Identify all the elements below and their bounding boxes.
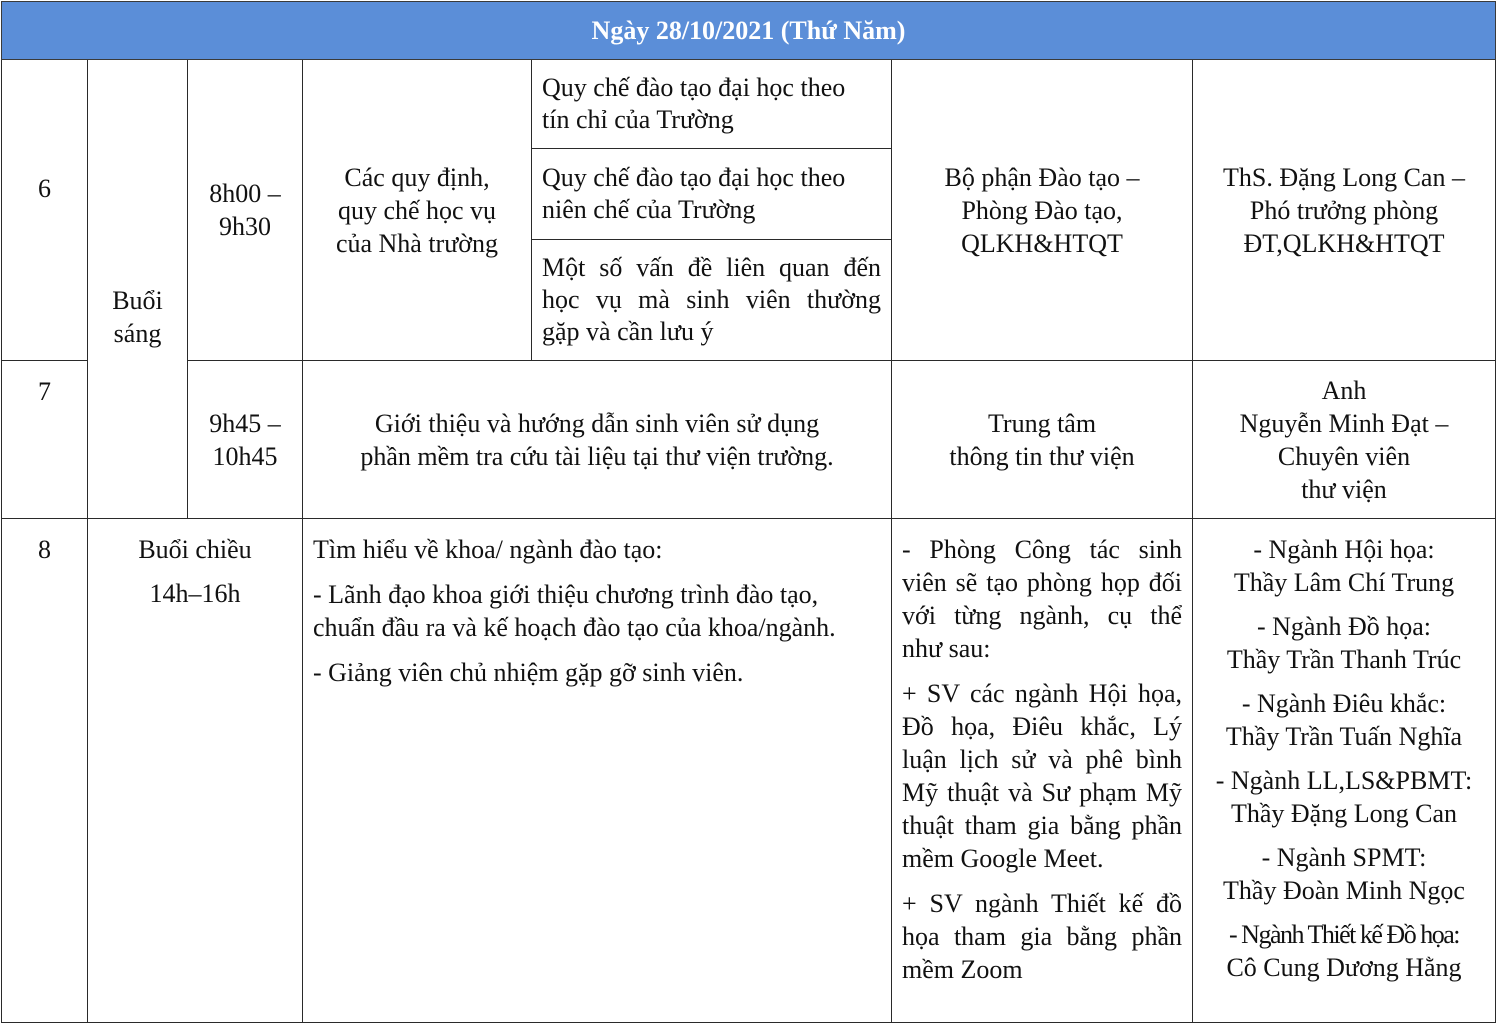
unit-line: thông tin thư viện — [949, 441, 1135, 471]
unit-paragraph: + SV các ngành Hội họa, Đồ họa, Điêu khắc, Lý luận lịch sử và phê bình Mỹ thuật và Sư phạm Mỹ thuật tham gia bằng phần mềm Google Meet. — [902, 679, 1182, 873]
topic-line: Giới thiệu và hướng dẫn sinh viên sử dụng — [374, 408, 820, 438]
subtopic-cell — [532, 149, 892, 240]
topic-paragraph: - Lãnh đạo khoa giới thiệu chương trình đào tạo, chuẩn đầu ra và kế hoạch đào tạo của khoa/ngành. — [313, 580, 836, 642]
teacher-name: Thầy Đoàn Minh Ngọc — [1223, 876, 1465, 905]
presenter-line: thư viện — [1301, 474, 1387, 504]
subtopic-cell — [532, 240, 892, 361]
row-number: 6 — [2, 60, 88, 361]
topic-line: phần mềm tra cứu tài liệu tại thư viện trường. — [360, 441, 834, 471]
subtopic-line: học vụ mà sinh viên thường — [542, 285, 881, 314]
presenter-line: Chuyên viên — [1277, 441, 1411, 471]
presenter-line: Nguyễn Minh Đạt – — [1239, 408, 1449, 438]
teacher-name: Thầy Lâm Chí Trung — [1233, 568, 1455, 597]
presenter-entry — [1197, 533, 1491, 599]
presenter-entry — [1197, 918, 1491, 984]
teacher-name: Cô Cung Dương Hằng — [1226, 953, 1462, 982]
major-label: - Ngành Điêu khắc: — [1241, 689, 1447, 718]
subtopic-line: tín chỉ của Trường — [542, 105, 734, 134]
session-line: Buổi — [112, 286, 163, 315]
time-line: 9h45 – — [209, 408, 281, 438]
table-row — [2, 361, 1496, 519]
header-row — [2, 2, 1496, 60]
teacher-name: Thầy Trần Thanh Trúc — [1226, 645, 1462, 674]
time-cell — [188, 60, 303, 361]
unit-line: QLKH&HTQT — [961, 228, 1123, 258]
presenter-cell — [1193, 60, 1496, 361]
topic-paragraph: - Giảng viên chủ nhiệm gặp gỡ sinh viên. — [313, 658, 744, 687]
presenter-line: Phó trưởng phòng — [1249, 195, 1439, 225]
time-line: 9h30 — [219, 212, 271, 241]
session-cell — [88, 519, 303, 1023]
unit-line: Trung tâm — [987, 408, 1097, 438]
major-label: - Ngành LL,LS&PBMT: — [1215, 766, 1473, 795]
schedule-table — [1, 1, 1496, 1023]
session-line: sáng — [113, 319, 162, 348]
time-line: 10h45 — [212, 441, 278, 471]
topic-cell — [303, 519, 892, 1023]
teacher-name: Thầy Đặng Long Can — [1230, 799, 1457, 828]
subtopic-line: Quy chế đào tạo đại học theo — [542, 163, 846, 192]
teacher-name: Thầy Trần Tuấn Nghĩa — [1225, 722, 1463, 751]
row-number: 8 — [2, 519, 88, 1023]
unit-cell — [892, 361, 1193, 519]
topic-line: quy chế học vụ — [337, 195, 497, 225]
table-row — [2, 60, 1496, 149]
date-header: Ngày 28/10/2021 (Thứ Năm) — [2, 2, 1496, 60]
subtopic-cell — [532, 60, 892, 149]
unit-cell — [892, 519, 1193, 1023]
major-label: - Ngành Thiết kế Đồ họa: — [1229, 920, 1459, 949]
major-label: - Ngành Đồ họa: — [1256, 612, 1431, 641]
subtopic-line: niên chế của Trường — [542, 195, 756, 224]
topic-cell — [303, 60, 532, 361]
table-row — [2, 519, 1496, 1023]
topic-line: Các quy định, — [344, 162, 490, 192]
subtopic-line: Quy chế đào tạo đại học theo — [542, 73, 846, 102]
unit-paragraph: + SV ngành Thiết kế đồ họa tham gia bằng phần mềm Zoom — [902, 889, 1182, 984]
presenter-entry — [1197, 841, 1491, 907]
session-cell — [88, 60, 188, 519]
presenter-cell — [1193, 361, 1496, 519]
major-label: - Ngành Hội họa: — [1253, 535, 1435, 564]
unit-paragraph: - Phòng Công tác sinh viên sẽ tạo phòng họp đối với từng ngành, cụ thể như sau: — [902, 535, 1182, 663]
time-cell — [188, 361, 303, 519]
subtopic-line: Một số vấn đề liên quan đến — [542, 253, 881, 282]
presenter-line: ĐT,QLKH&HTQT — [1243, 228, 1445, 258]
topic-paragraph: Tìm hiểu về khoa/ ngành đào tạo: — [313, 535, 663, 564]
presenter-cell — [1193, 519, 1496, 1023]
unit-cell — [892, 60, 1193, 361]
presenter-line: Anh — [1321, 375, 1367, 405]
subtopic-line: gặp và cần lưu ý — [542, 317, 714, 346]
row-number: 7 — [2, 361, 88, 519]
unit-line: Bộ phận Đào tạo – — [944, 162, 1140, 192]
topic-line: của Nhà trường — [335, 228, 499, 258]
unit-line: Phòng Đào tạo, — [961, 195, 1123, 225]
topic-cell — [303, 361, 892, 519]
session-label: Buổi chiều — [138, 535, 252, 564]
presenter-entry — [1197, 610, 1491, 676]
presenter-line: ThS. Đặng Long Can – — [1223, 162, 1465, 192]
time-label: 14h–16h — [149, 579, 241, 608]
presenter-entry — [1197, 687, 1491, 753]
presenter-entry — [1197, 764, 1491, 830]
major-label: - Ngành SPMT: — [1261, 843, 1427, 872]
time-line: 8h00 – — [209, 179, 281, 208]
